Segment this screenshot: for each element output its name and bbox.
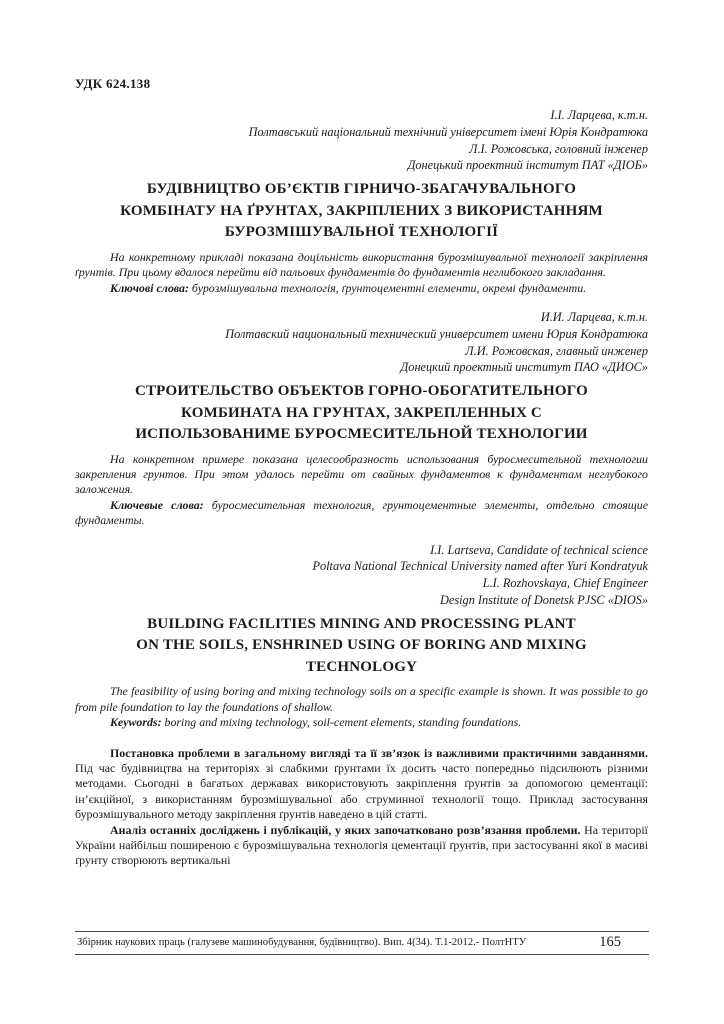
paragraph-text: На території України найбільш поширеною є бурозмішувальна технологія цементації ґрунтів, при застосуванні якої в масиві ґрунту створюють вертикальні [75,822,648,868]
title-line: КОМБІНАТУ НА ҐРУНТАХ, ЗАКРІПЛЕНИХ З ВИКОРИСТАННЯМ [120,202,603,219]
author-line: Л.І. Рожовська, головний інженер [469,141,648,156]
paragraph-text: Під час будівництва на територіях зі слабкими ґрунтами їх досить часто попередньо підсилюють різними методами. Сьогодні в багатьох державах використовують закріплення ґрунтів за допомогою цементації: ін’єкційної, з використанням бурозмішувальної або струминної технології тощо. Приклад застосування бурозмішувального методу закріплення ґрунтів наведено в цій статті. [75,760,648,822]
authors-block-en [75,542,648,609]
keywords-text: буросмесительная технология, грунтоцементные элементы, отдельно стоящие фундаменты. [75,497,648,528]
page-footer [75,931,649,955]
section-russian [75,309,648,529]
author-line: I.I. Lartseva, Candidate of technical science [430,542,648,557]
article-title-ru [75,381,648,446]
authors-block-uk [75,107,648,174]
title-line: КОМБИНАТА НА ГРУНТАХ, ЗАКРЕПЛЕННЫХ С [181,404,542,421]
body-paragraph-analysis [75,823,648,869]
udc-code: УДК 624.138 [75,76,151,91]
section-english [75,542,648,731]
affiliation-line: Poltava National Technical University named after Yuri Kondratyuk [312,559,648,574]
affiliation-line: Донецкий проектный институт ПАО «ДИОС» [400,360,648,375]
keywords-label: Ключевые слова: [110,497,204,512]
journal-citation: Збірник наукових праць (галузеве машинобудування, будівництво). Вип. 4(34). Т.1-2012.- ПолтНТУ [77,937,527,948]
keywords-uk [75,281,648,296]
affiliation-line: Полтавський національний технічний університет імені Юрія Кондратюка [248,124,648,139]
author-line: І.І. Ларцева, к.т.н. [550,108,648,122]
page-content [75,76,648,869]
author-line: Л.И. Рожовская, главный инженер [465,343,648,358]
affiliation-line: Полтавский национальный технический университет имени Юрия Кондратюка [225,326,648,341]
title-line: БУРОЗМІШУВАЛЬНОЇ ТЕХНОЛОГІЇ [224,224,499,241]
title-line: СТРОИТЕЛЬСТВО ОБЪЕКТОВ ГОРНО-ОБОГАТИТЕЛЬНОГО [134,383,589,400]
keywords-en [75,715,648,730]
keywords-text: бурозмішувальна технологія, ґрунтоцементні елементи, окремі фундаменти. [188,280,587,295]
author-line: И.И. Ларцева, к.т.н. [540,309,648,324]
keywords-ru [75,498,648,529]
affiliation-line: Донецький проектний інститут ПАТ «ДІОБ» [407,158,648,173]
affiliation-line: Design Institute of Donetsk PJSC «DIOS» [440,593,648,608]
keywords-text: boring and mixing technology, soil-cement elements, standing foundations. [161,715,522,730]
abstract-ru: На конкретном примере показана целесообразность использования буросмесительной технологии закрепления грунтов. При этом удалось перейти от свайных фундаментов к фундаментам неглубокого заложения. [75,451,648,497]
paragraph-lead: Аналіз останніх досліджень і публікацій, у яких започатковано розв’язання проблеми. [110,822,581,837]
body-paragraph-problem-statement [75,746,648,823]
abstract-en: The feasibility of using boring and mixing technology soils on a specific example is shown. It was possible to go from pile foundation to lay the foundations of shallow. [75,684,648,714]
keywords-label: Ключові слова: [110,280,189,295]
page-number: 165 [599,934,621,950]
title-line: ON THE SOILS, ENSHRINED USING OF BORING AND MIXING [136,637,587,654]
title-line: BUILDING FACILITIES MINING AND PROCESSING PLANT [147,615,576,632]
section-ukrainian [75,107,648,296]
title-line: ИСПОЛЬЗОВАНИМЕ БУРОСМЕСИТЕЛЬНОЙ ТЕХНОЛОГИИ [135,426,588,443]
authors-block-ru [75,309,648,376]
keywords-label: Keywords: [110,715,162,730]
author-line: L.I. Rozhovskaya, Chief Engineer [482,576,648,591]
article-title-uk [75,179,648,244]
title-line: TECHNOLOGY [305,658,418,675]
title-line: БУДІВНИЦТВО ОБ’ЄКТІВ ГІРНИЧО-ЗБАГАЧУВАЛЬНОГО [146,181,577,198]
article-title-en [75,614,648,679]
paragraph-lead: Постановка проблеми в загальному вигляді та її зв’язок із важливими практичними завданнями. [110,745,648,760]
abstract-uk: На конкретному прикладі показана доцільність використання бурозмішувальної технології закріплення ґрунтів. При цьому вдалося перейти від пальових фундаментів до фундаментів неглибокого закладання. [75,249,648,280]
